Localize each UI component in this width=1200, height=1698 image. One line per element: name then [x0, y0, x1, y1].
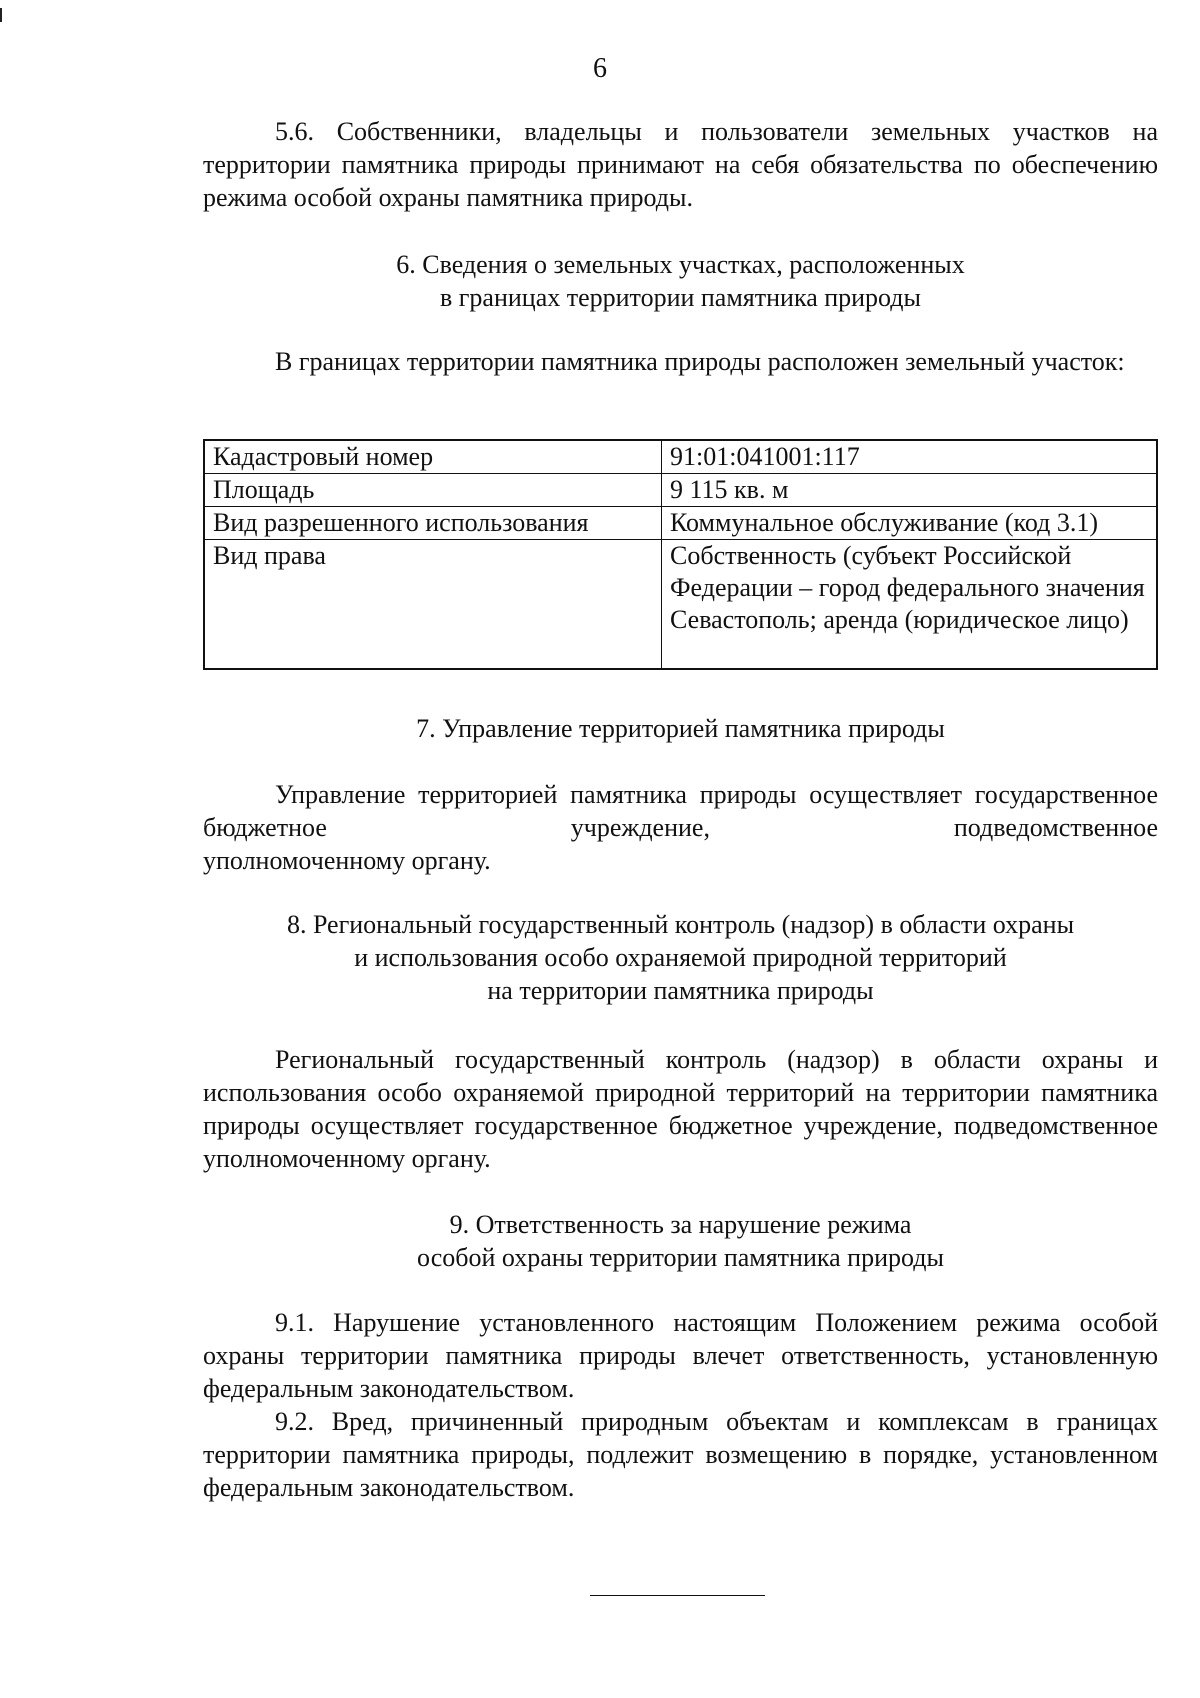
heading-8 — [203, 908, 1158, 1007]
table-row — [204, 540, 1157, 670]
heading-9 — [203, 1208, 1158, 1274]
section-7-heading — [203, 712, 1158, 745]
page-number: 6 — [593, 53, 607, 84]
table-row — [204, 474, 1157, 507]
heading-8-line-1: 8. Региональный государственный контроль (надзор) в области охраны — [286, 910, 1075, 939]
heading-8-line-2: и использования особо охраняемой природной территорий — [354, 943, 1007, 972]
heading-6-line-1: 6. Сведения о земельных участках, расположенных — [396, 250, 965, 279]
heading-6 — [203, 248, 1158, 314]
section-7-body — [203, 778, 1158, 877]
heading-9-line-1: 9. Ответственность за нарушение режима — [449, 1210, 912, 1239]
paragraph-9-2: 9.2. Вред, причиненный природным объектам и комплексам в границах территории памятника природы, подлежит возмещению в порядке, установленном федеральным законодательством. — [203, 1407, 1158, 1502]
paragraph-7-line-block: Управление территорией памятника природы осуществляет государственное бюджетное учреждение, подведомственное — [203, 780, 1158, 842]
heading-9-line-2: особой охраны территории памятника природы — [417, 1243, 944, 1272]
table-cell-value: 9 115 кв. м — [662, 474, 1158, 507]
heading-7: 7. Управление территорией памятника природы — [416, 714, 945, 743]
paragraph-5-6: 5.6. Собственники, владельцы и пользователи земельных участков на территории памятника природы принимают на себя обязательства по обеспечению режима особой охраны памятника природы. — [203, 117, 1158, 212]
paragraph-7-end: уполномоченному органу. — [203, 846, 491, 875]
table-cell-label: Вид права — [204, 540, 662, 670]
scan-edge-mark — [0, 8, 2, 22]
land-plot-table — [203, 439, 1158, 670]
table-row — [204, 440, 1157, 474]
table-row — [204, 507, 1157, 540]
section-5-6 — [203, 115, 1158, 214]
paragraph-8: Региональный государственный контроль (надзор) в области охраны и использования особо охраняемой природной территорий на территории памятника природы осуществляет государственное бюджетное учреждение, подведомственное уполномоченному органу. — [203, 1045, 1158, 1173]
table-cell-label: Вид разрешенного использования — [204, 507, 662, 540]
heading-6-line-2: в границах территории памятника природы — [439, 283, 922, 312]
section-9-body — [203, 1306, 1158, 1504]
section-8-heading — [203, 908, 1158, 1007]
closing-rule — [590, 1595, 765, 1596]
table-cell-label: Площадь — [204, 474, 662, 507]
section-6-intro — [203, 345, 1158, 378]
section-6-heading — [203, 248, 1158, 314]
heading-8-line-3: на территории памятника природы — [487, 976, 874, 1005]
table-cell-value: 91:01:041001:117 — [662, 440, 1158, 474]
paragraph-6-intro: В границах территории памятника природы расположен земельный участок: — [275, 347, 1125, 376]
paragraph-9-1: 9.1. Нарушение установленного настоящим Положением режима особой охраны территории памятника природы влечет ответственность, установленную федеральным законодательством. — [203, 1308, 1158, 1403]
section-9-heading — [203, 1208, 1158, 1274]
section-8-body — [203, 1043, 1158, 1175]
table-cell-value: Собственность (субъект Российской Федерации – город федерального значения Севастополь; аренда (юридическое лицо) — [662, 540, 1158, 670]
table-cell-value: Коммунальное обслуживание (код 3.1) — [662, 507, 1158, 540]
table-cell-label: Кадастровый номер — [204, 440, 662, 474]
